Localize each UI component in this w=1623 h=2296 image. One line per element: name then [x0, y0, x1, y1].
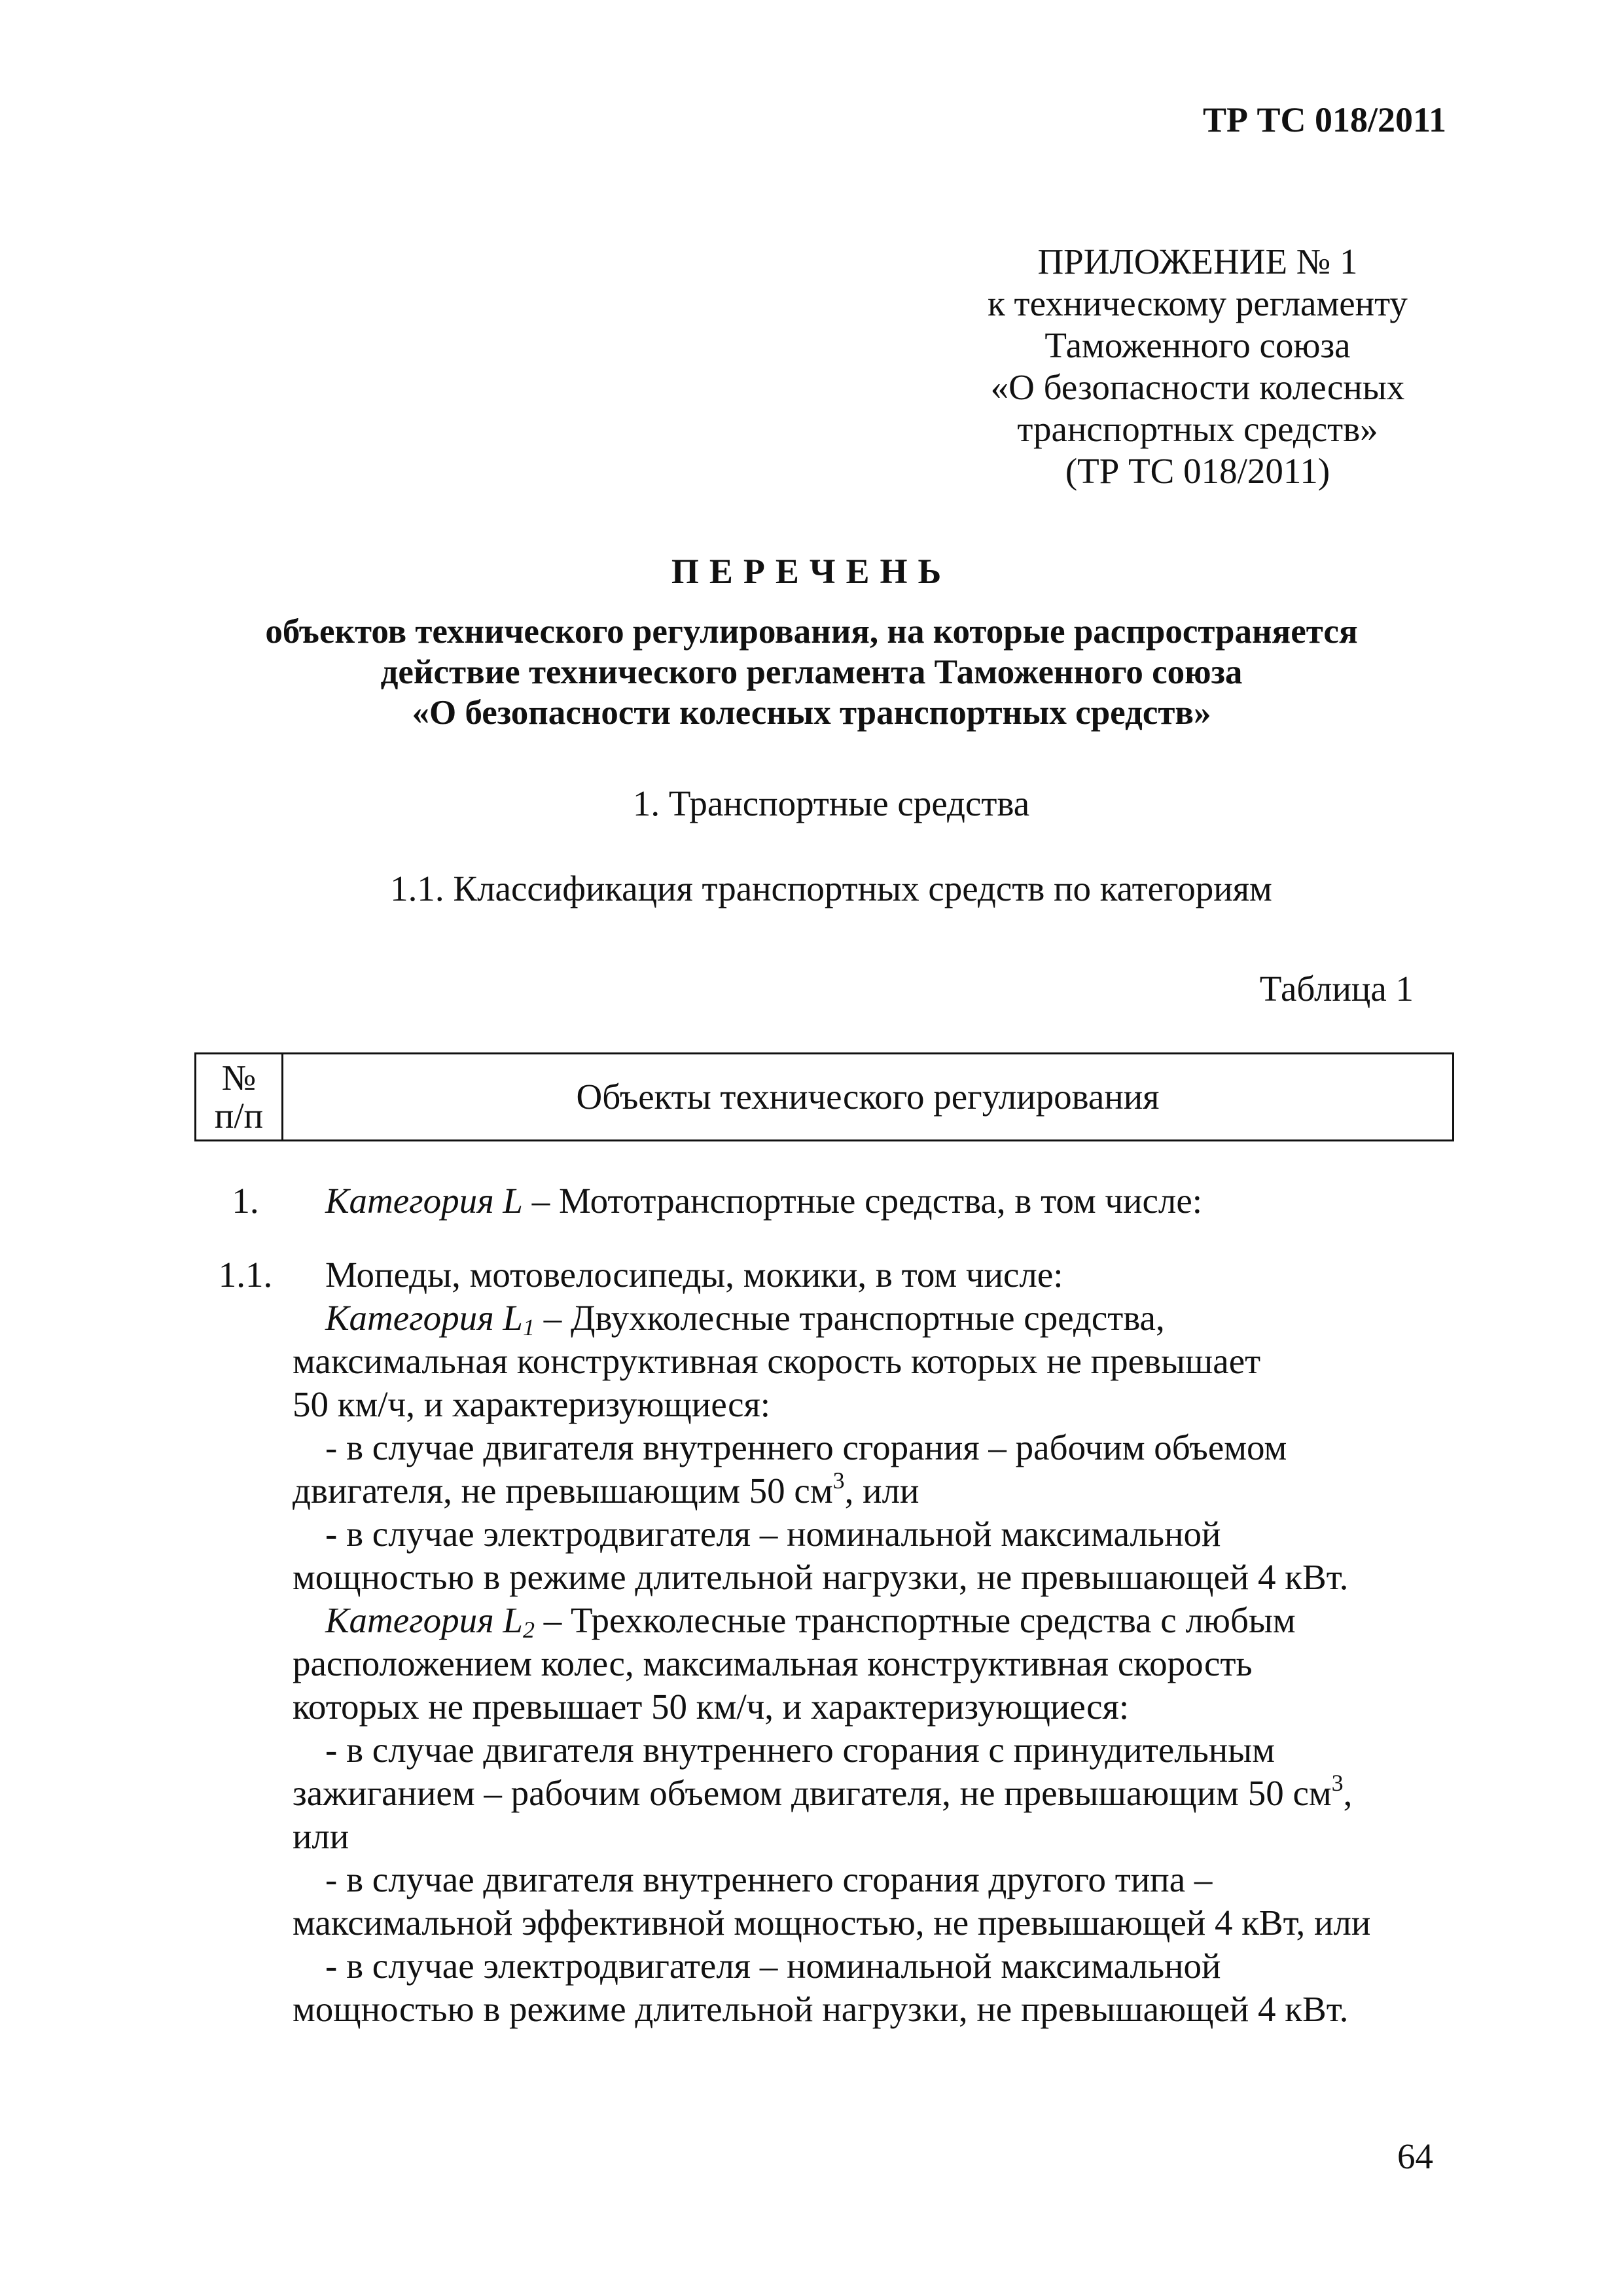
- bullet-line: - в случае двигателя внутреннего сгорания другого типа –: [325, 1859, 1213, 1899]
- category-line: Категория $L_1$ – Двухколесные транспортные средства,: [325, 1298, 1165, 1340]
- appendix-line: Таможенного союза: [1044, 325, 1351, 365]
- bullet-line: - в случае двигателя внутреннего сгорания с принудительным: [325, 1730, 1275, 1770]
- row-text: Мопеды, мотовелосипеды, мокики, в том числе:: [325, 1255, 1063, 1295]
- subtitle-line: «О безопасности колесных транспортных средств»: [412, 694, 1211, 732]
- text-line: максимальная конструктивная скорость которых не превышает: [293, 1341, 1261, 1381]
- section-heading: 1. Транспортные средства: [632, 783, 1030, 823]
- document-code: ТР ТС 018/2011: [1202, 100, 1446, 139]
- category-l1-label: Категория $L_1$: [325, 1298, 535, 1340]
- bullet-line: - в случае двигателя внутреннего сгорания – рабочим объемом: [325, 1427, 1287, 1467]
- header-number-cell: [196, 1054, 283, 1139]
- appendix-line: ПРИЛОЖЕНИЕ № 1: [1037, 242, 1358, 281]
- page-title: ПЕРЕЧЕНЬ: [671, 552, 952, 591]
- bullet-line: - в случае электродвигателя – номинальной максимальной: [325, 1946, 1221, 1986]
- subtitle-line: действие технического регламента Таможенного союза: [380, 653, 1243, 691]
- text-line: расположением колес, максимальная конструктивная скорость: [293, 1643, 1253, 1683]
- subsection-heading: 1.1. Классификация транспортных средств по категориям: [390, 869, 1272, 908]
- row-description: – Мототранспортные средства, в том числе:: [523, 1181, 1203, 1221]
- subtitle-line: объектов технического регулирования, на которые распространяется: [265, 613, 1358, 651]
- header-number-abbr: п/п: [214, 1096, 264, 1136]
- text-line: мощностью в режиме длительной нагрузки, не превышающей 4 кВт.: [293, 1557, 1349, 1597]
- bullet-line: - в случае электродвигателя – номинальной максимальной: [325, 1514, 1221, 1554]
- appendix-line: «О безопасности колесных: [990, 367, 1405, 407]
- appendix-line: к техническому регламенту: [988, 283, 1408, 323]
- category-description-block: [293, 1297, 1471, 2031]
- category-l2-label: Категория $L_2$: [325, 1600, 535, 1643]
- header-number-sign: №: [221, 1058, 257, 1098]
- appendix-line: транспортных средств»: [1017, 409, 1378, 449]
- row-number: 1.1.: [218, 1255, 273, 1295]
- text-line: максимальной эффективной мощностью, не превышающей 4 кВт, или: [293, 1903, 1371, 1943]
- row-text: [325, 1179, 1202, 1223]
- category-line: Категория $L_2$ – Трехколесные транспортные средства с любым: [325, 1600, 1296, 1643]
- row-number: 1.: [232, 1181, 259, 1221]
- page-number: 64: [1397, 2136, 1433, 2176]
- appendix-line: (ТР ТС 018/2011): [1065, 451, 1330, 491]
- text-line: которых не превышает 50 км/ч, и характеризующиеся:: [293, 1687, 1130, 1727]
- text-line: или: [293, 1816, 349, 1856]
- table-header: [194, 1052, 1454, 1141]
- text-line: 50 км/ч, и характеризующиеся:: [293, 1384, 771, 1424]
- table-label: Таблица 1: [1259, 969, 1414, 1009]
- appendix-block: [923, 241, 1472, 492]
- category-label: Категория L: [325, 1181, 524, 1221]
- page-subtitle: [0, 611, 1623, 733]
- text-line: мощностью в режиме длительной нагрузки, не превышающей 4 кВт.: [293, 1989, 1349, 2029]
- text-line: двигателя, не превышающим 50 $см^3$, или: [293, 1467, 919, 1511]
- text-line: зажиганием – рабочим объемом двигателя, не превышающим 50 $см^3$,: [293, 1770, 1353, 1813]
- header-objects-cell: Объекты технического регулирования: [576, 1077, 1160, 1117]
